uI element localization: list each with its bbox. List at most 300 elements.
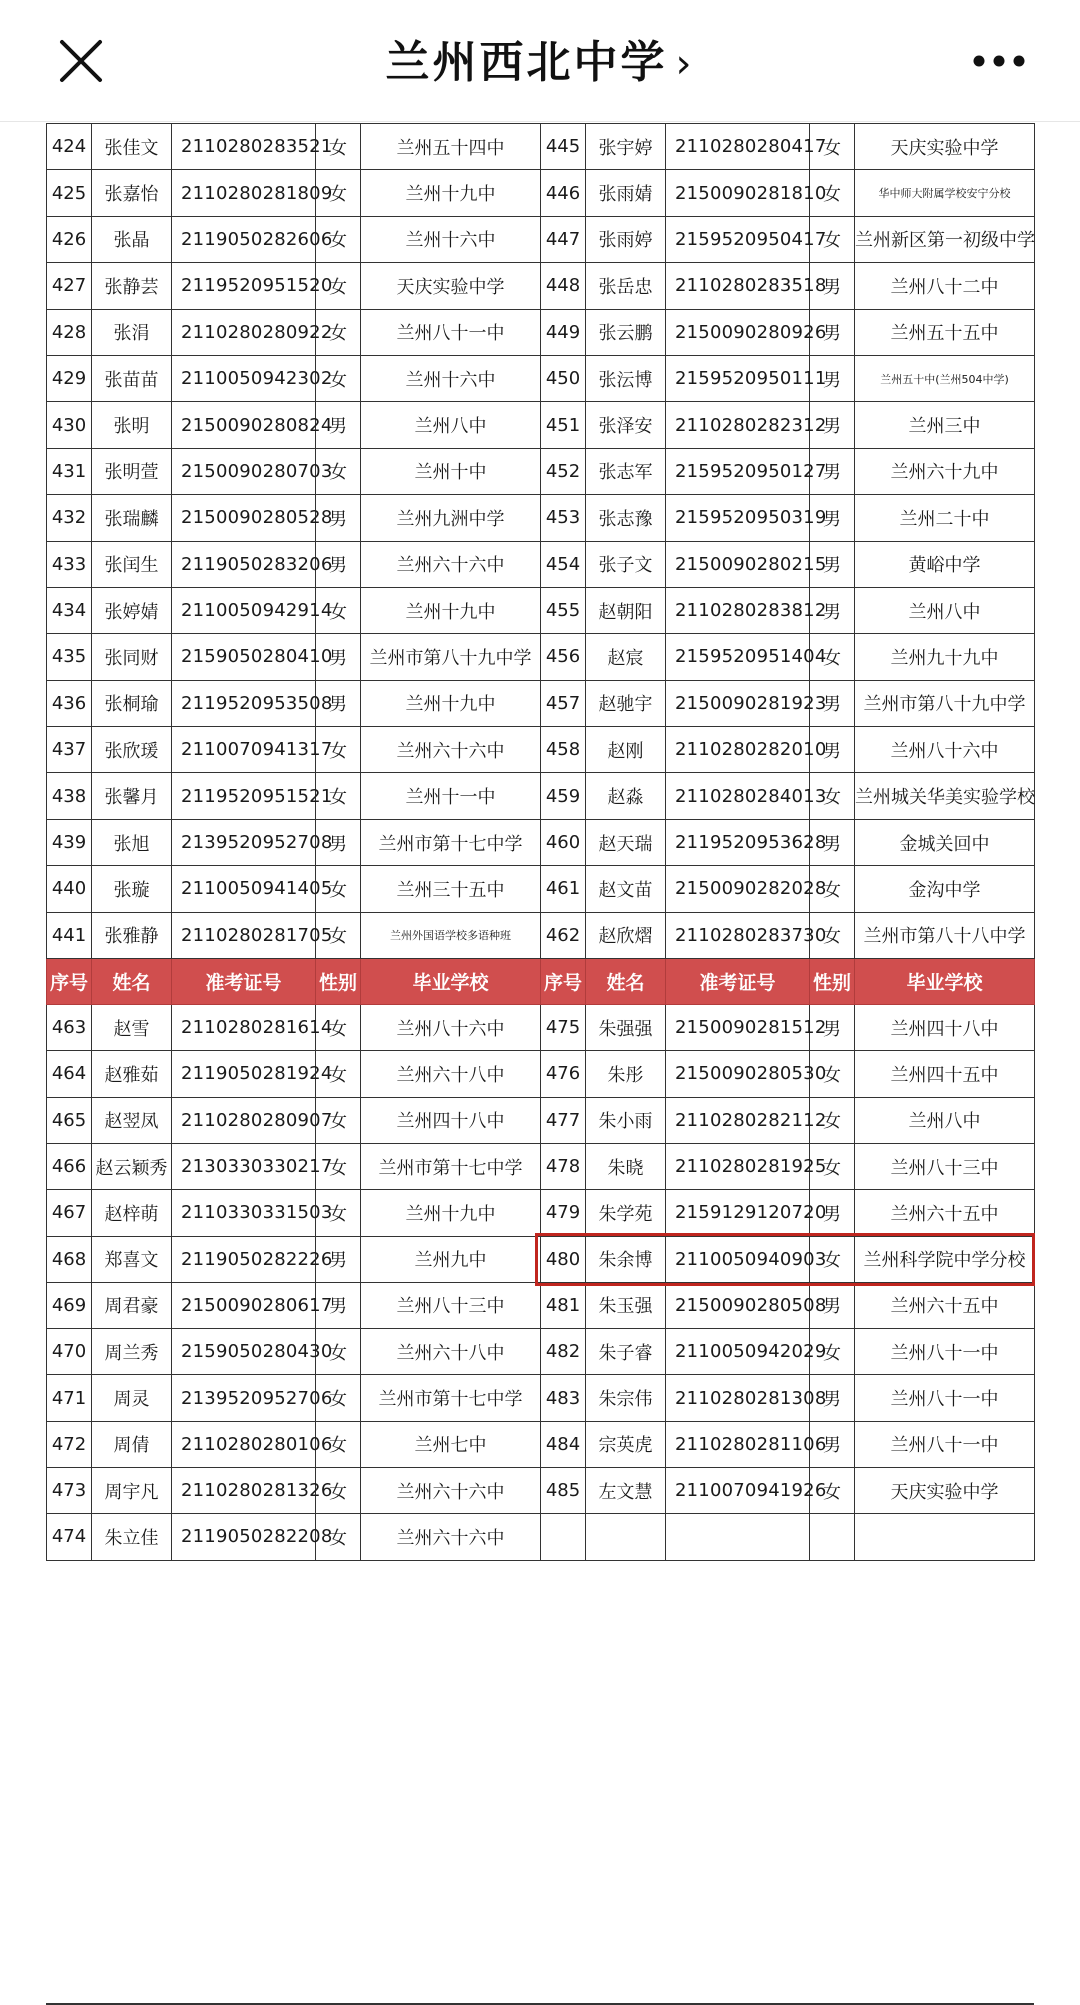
cell-school: 兰州九洲中学 [361, 495, 541, 541]
cell-exam-id: 2119050282208 [172, 1514, 316, 1560]
cell-exam-id: 2150090280617 [172, 1282, 316, 1328]
cell-gender: 男 [810, 727, 855, 773]
cell-school: 金城关回中 [855, 819, 1035, 865]
cell-name: 朱立佳 [92, 1514, 172, 1560]
cell-seq: 452 [541, 448, 586, 494]
cell-name: 赵欣熠 [586, 912, 666, 958]
cell-school: 兰州十九中 [361, 587, 541, 633]
cell-name: 张静芸 [92, 263, 172, 309]
cell-school: 兰州十中 [361, 448, 541, 494]
cell-gender: 女 [316, 587, 361, 633]
cell-exam-id: 2110280281326 [172, 1468, 316, 1514]
table-row [47, 634, 1035, 680]
cell-exam-id: 2119050282606 [172, 216, 316, 262]
cell-exam-id: 2130330330217 [172, 1143, 316, 1189]
cell-name: 张泽安 [586, 402, 666, 448]
table-row [47, 1236, 1035, 1282]
cell-school: 兰州八十二中 [855, 263, 1035, 309]
cell-school: 金沟中学 [855, 866, 1035, 912]
cell-gender: 女 [810, 1236, 855, 1282]
cell-exam-id: 2150090281923 [666, 680, 810, 726]
cell-exam-id: 2110050942914 [172, 587, 316, 633]
table-row [47, 1468, 1035, 1514]
cell-exam-id: 2119520953508 [172, 680, 316, 726]
cell-seq: 445 [541, 124, 586, 170]
column-header: 序号 [541, 959, 586, 1005]
column-header: 准考证号 [172, 959, 316, 1005]
cell-school: 兰州四十八中 [855, 1005, 1035, 1051]
cell-exam-id: 2150090280215 [666, 541, 810, 587]
cell-name: 张明 [92, 402, 172, 448]
cell-name: 张岳忠 [586, 263, 666, 309]
cell-exam-id: 2110070941926 [666, 1468, 810, 1514]
cell-gender: 女 [810, 216, 855, 262]
cell-seq: 466 [47, 1143, 92, 1189]
cell-name: 朱彤 [586, 1051, 666, 1097]
cell-school: 兰州六十九中 [855, 448, 1035, 494]
cell-exam-id: 2159050280430 [172, 1329, 316, 1375]
cell-school: 兰州八十六中 [361, 1005, 541, 1051]
cell-seq: 484 [541, 1421, 586, 1467]
cell-name: 张涓 [92, 309, 172, 355]
cell-exam-id: 2110050942302 [172, 355, 316, 401]
column-header: 序号 [47, 959, 92, 1005]
cell-school: 兰州四十五中 [855, 1051, 1035, 1097]
cell-name: 张宇婷 [586, 124, 666, 170]
cell-school: 兰州新区第一初级中学 [855, 216, 1035, 262]
cell-name: 周灵 [92, 1375, 172, 1421]
cell-exam-id: 2110280280922 [172, 309, 316, 355]
cell-school: 兰州八十一中 [855, 1421, 1035, 1467]
cell-name: 张同财 [92, 634, 172, 680]
cell-seq: 453 [541, 495, 586, 541]
cell-exam-id: 2139520952706 [172, 1375, 316, 1421]
cell-school: 兰州六十八中 [361, 1329, 541, 1375]
cell-seq: 436 [47, 680, 92, 726]
cell-exam-id: 2110280281614 [172, 1005, 316, 1051]
cell-name: 赵雅茹 [92, 1051, 172, 1097]
cell-seq: 433 [47, 541, 92, 587]
cell-seq: 451 [541, 402, 586, 448]
table-row [47, 680, 1035, 726]
cell-seq: 457 [541, 680, 586, 726]
cell-gender: 女 [316, 216, 361, 262]
cell-exam-id: 2159520950127 [666, 448, 810, 494]
cell-gender: 男 [810, 309, 855, 355]
cell-name: 张欣瑗 [92, 727, 172, 773]
cell-gender: 男 [810, 263, 855, 309]
cell-name: 赵文苗 [586, 866, 666, 912]
cell-seq: 474 [47, 1514, 92, 1560]
table-row [47, 587, 1035, 633]
cell-seq: 476 [541, 1051, 586, 1097]
cell-name: 张闰生 [92, 541, 172, 587]
cell-seq: 449 [541, 309, 586, 355]
cell-name: 赵雪 [92, 1005, 172, 1051]
cell-school: 兰州十六中 [361, 355, 541, 401]
cell-name: 张馨月 [92, 773, 172, 819]
cell-school: 天庆实验中学 [361, 263, 541, 309]
cell-gender: 女 [810, 1143, 855, 1189]
cell-exam-id: 2159520950319 [666, 495, 810, 541]
column-header: 姓名 [586, 959, 666, 1005]
cell-gender: 男 [810, 1282, 855, 1328]
cell-school: 兰州八中 [855, 587, 1035, 633]
cell-seq: 471 [47, 1375, 92, 1421]
cell-school: 兰州城关华美实验学校 [855, 773, 1035, 819]
cell-name: 左文慧 [586, 1468, 666, 1514]
cell-school: 兰州八十一中 [855, 1329, 1035, 1375]
cell-exam-id: 2110280282312 [666, 402, 810, 448]
cell-gender: 男 [810, 680, 855, 726]
cell-seq: 467 [47, 1190, 92, 1236]
cell-gender: 女 [316, 1375, 361, 1421]
cell-gender: 男 [810, 1190, 855, 1236]
cell-school: 兰州市第八十八中学 [855, 912, 1035, 958]
table-row [47, 216, 1035, 262]
cell-exam-id: 2110070941317 [172, 727, 316, 773]
cell-name: 张雅静 [92, 912, 172, 958]
cell-school: 华中师大附属学校安宁分校 [855, 170, 1035, 216]
cell-exam-id: 2110280282010 [666, 727, 810, 773]
cell-gender: 男 [316, 819, 361, 865]
cell-school: 兰州市第八十九中学 [855, 680, 1035, 726]
column-header: 毕业学校 [855, 959, 1035, 1005]
cell-name: 张瑞麟 [92, 495, 172, 541]
cell-seq: 435 [47, 634, 92, 680]
cell-gender: 男 [316, 541, 361, 587]
cell-exam-id [666, 1514, 810, 1560]
cell-exam-id: 2150090280824 [172, 402, 316, 448]
cell-exam-id: 2110280283518 [666, 263, 810, 309]
column-header: 姓名 [92, 959, 172, 1005]
table-row [47, 1329, 1035, 1375]
cell-school: 兰州五十四中 [361, 124, 541, 170]
cell-name: 朱强强 [586, 1005, 666, 1051]
cell-school: 兰州九中 [361, 1236, 541, 1282]
column-header: 毕业学校 [361, 959, 541, 1005]
cell-gender: 女 [316, 1051, 361, 1097]
cell-seq: 473 [47, 1468, 92, 1514]
cell-gender: 女 [810, 1051, 855, 1097]
cell-seq: 470 [47, 1329, 92, 1375]
cell-gender: 女 [316, 1468, 361, 1514]
cell-exam-id: 2110280283812 [666, 587, 810, 633]
more-horizontal-icon[interactable] [972, 54, 1026, 68]
cell-name: 朱子睿 [586, 1329, 666, 1375]
chevron-right-icon: › [675, 41, 695, 87]
table-row [47, 1514, 1035, 1560]
cell-school: 兰州八中 [855, 1097, 1035, 1143]
cell-gender: 女 [810, 866, 855, 912]
cell-gender: 女 [810, 1329, 855, 1375]
table-row [47, 1190, 1035, 1236]
table-row [47, 866, 1035, 912]
cell-exam-id: 2110280280106 [172, 1421, 316, 1467]
cell-seq: 441 [47, 912, 92, 958]
cell-gender: 男 [316, 402, 361, 448]
cell-school: 兰州十一中 [361, 773, 541, 819]
cell-gender: 女 [316, 912, 361, 958]
cell-gender: 女 [316, 124, 361, 170]
cell-seq: 459 [541, 773, 586, 819]
cell-gender: 女 [810, 170, 855, 216]
cell-gender: 女 [316, 263, 361, 309]
cell-name: 张旭 [92, 819, 172, 865]
cell-school: 天庆实验中学 [855, 1468, 1035, 1514]
cell-seq: 424 [47, 124, 92, 170]
cell-name: 朱小雨 [586, 1097, 666, 1143]
cell-seq: 462 [541, 912, 586, 958]
cell-seq: 440 [47, 866, 92, 912]
cell-name: 张婷婧 [92, 587, 172, 633]
cell-exam-id: 2150090280530 [666, 1051, 810, 1097]
cell-exam-id: 2110280281925 [666, 1143, 810, 1189]
column-header: 准考证号 [666, 959, 810, 1005]
cell-gender: 女 [316, 1005, 361, 1051]
cell-school: 兰州三十五中 [361, 866, 541, 912]
cell-seq: 468 [47, 1236, 92, 1282]
cell-exam-id: 2159520951404 [666, 634, 810, 680]
cell-school: 兰州六十五中 [855, 1190, 1035, 1236]
cell-name: 赵朝阳 [586, 587, 666, 633]
cell-exam-id: 2159129120720 [666, 1190, 810, 1236]
table-row [47, 773, 1035, 819]
cell-school: 兰州六十八中 [361, 1051, 541, 1097]
cell-seq: 439 [47, 819, 92, 865]
cell-seq: 485 [541, 1468, 586, 1514]
cell-gender: 女 [810, 634, 855, 680]
table-row [47, 402, 1035, 448]
cell-exam-id: 2150090280528 [172, 495, 316, 541]
cell-seq: 454 [541, 541, 586, 587]
cell-seq: 469 [47, 1282, 92, 1328]
cell-seq: 482 [541, 1329, 586, 1375]
cell-gender: 女 [316, 448, 361, 494]
table-row [47, 1375, 1035, 1421]
cell-gender: 男 [810, 448, 855, 494]
cell-exam-id: 2110280283521 [172, 124, 316, 170]
cell-school: 兰州六十五中 [855, 1282, 1035, 1328]
cell-seq: 461 [541, 866, 586, 912]
cell-gender: 男 [810, 819, 855, 865]
cell-school: 天庆实验中学 [855, 124, 1035, 170]
cell-seq: 465 [47, 1097, 92, 1143]
cell-seq: 434 [47, 587, 92, 633]
cell-seq: 448 [541, 263, 586, 309]
cell-exam-id: 2110280280417 [666, 124, 810, 170]
cell-name: 张云鹏 [586, 309, 666, 355]
cell-seq: 477 [541, 1097, 586, 1143]
cell-seq: 426 [47, 216, 92, 262]
cell-gender: 男 [810, 587, 855, 633]
cell-exam-id: 2150090281512 [666, 1005, 810, 1051]
cell-seq: 475 [541, 1005, 586, 1051]
cell-name: 张嘉怡 [92, 170, 172, 216]
cell-gender: 女 [810, 1097, 855, 1143]
cell-name: 张明萱 [92, 448, 172, 494]
cell-seq: 446 [541, 170, 586, 216]
cell-gender: 男 [316, 1236, 361, 1282]
cell-name: 朱学苑 [586, 1190, 666, 1236]
table-row [47, 355, 1035, 401]
cell-exam-id: 2119050282226 [172, 1236, 316, 1282]
cell-name: 宗英虎 [586, 1421, 666, 1467]
cell-gender: 女 [316, 1421, 361, 1467]
cell-school: 兰州市第十七中学 [361, 819, 541, 865]
cell-exam-id: 2119050283206 [172, 541, 316, 587]
cell-seq: 437 [47, 727, 92, 773]
cell-school: 兰州十九中 [361, 1190, 541, 1236]
cell-exam-id: 2159520950111 [666, 355, 810, 401]
cell-gender: 男 [810, 541, 855, 587]
cell-exam-id: 2110050942029 [666, 1329, 810, 1375]
cell-exam-id: 2110280283730 [666, 912, 810, 958]
table-row [47, 1421, 1035, 1467]
table-row [47, 1097, 1035, 1143]
cell-school: 黄峪中学 [855, 541, 1035, 587]
cell-school: 兰州科学院中学分校 [855, 1236, 1035, 1282]
cell-name: 郑喜文 [92, 1236, 172, 1282]
table-row [47, 1282, 1035, 1328]
cell-name: 张晶 [92, 216, 172, 262]
cell-seq: 483 [541, 1375, 586, 1421]
cell-seq: 458 [541, 727, 586, 773]
cell-exam-id: 2159520950417 [666, 216, 810, 262]
table-row [47, 124, 1035, 170]
table-row [47, 541, 1035, 587]
cell-name: 赵驰宇 [586, 680, 666, 726]
cell-name: 赵刚 [586, 727, 666, 773]
cell-gender: 女 [316, 1514, 361, 1560]
cell-exam-id: 2150090280926 [666, 309, 810, 355]
cell-exam-id: 2139520952708 [172, 819, 316, 865]
cell-name: 张雨婷 [586, 216, 666, 262]
account-title: 兰州西北中学 [385, 37, 668, 88]
cell-seq: 432 [47, 495, 92, 541]
cell-gender: 男 [316, 1282, 361, 1328]
account-title-link[interactable] [0, 26, 1080, 90]
cell-name: 张苗苗 [92, 355, 172, 401]
cell-school: 兰州八中 [361, 402, 541, 448]
cell-seq: 430 [47, 402, 92, 448]
cell-name: 朱玉强 [586, 1282, 666, 1328]
cell-name: 赵淼 [586, 773, 666, 819]
cell-gender: 女 [810, 912, 855, 958]
table-row [47, 819, 1035, 865]
table-row [47, 727, 1035, 773]
cell-gender: 女 [316, 1190, 361, 1236]
cell-name: 张佳文 [92, 124, 172, 170]
cell-seq: 479 [541, 1190, 586, 1236]
cell-exam-id: 2159050280410 [172, 634, 316, 680]
cell-seq: 464 [47, 1051, 92, 1097]
cell-school: 兰州市第十七中学 [361, 1143, 541, 1189]
table-row [47, 1051, 1035, 1097]
cell-school: 兰州八十一中 [361, 309, 541, 355]
cell-name: 朱晓 [586, 1143, 666, 1189]
cell-school: 兰州八十一中 [855, 1375, 1035, 1421]
cell-school: 兰州三中 [855, 402, 1035, 448]
cell-name: 张子文 [586, 541, 666, 587]
cell-name: 周宇凡 [92, 1468, 172, 1514]
cell-gender: 男 [810, 1375, 855, 1421]
cell-name: 周君豪 [92, 1282, 172, 1328]
cell-seq: 480 [541, 1236, 586, 1282]
cell-seq: 427 [47, 263, 92, 309]
cell-name: 张桐瑜 [92, 680, 172, 726]
cell-gender: 女 [316, 170, 361, 216]
cell-seq [541, 1514, 586, 1560]
cell-exam-id: 2119520951521 [172, 773, 316, 819]
cell-name: 张志豫 [586, 495, 666, 541]
cell-exam-id: 2150090281810 [666, 170, 810, 216]
cell-school: 兰州八十三中 [855, 1143, 1035, 1189]
table-row [47, 1143, 1035, 1189]
cell-exam-id: 2150090280508 [666, 1282, 810, 1328]
cell-gender: 男 [316, 680, 361, 726]
cell-school: 兰州十九中 [361, 680, 541, 726]
cell-name: 赵宸 [586, 634, 666, 680]
cell-gender: 男 [316, 495, 361, 541]
cell-name: 张璇 [92, 866, 172, 912]
cell-school: 兰州八十三中 [361, 1282, 541, 1328]
cell-gender: 女 [316, 866, 361, 912]
cell-seq: 450 [541, 355, 586, 401]
cell-school: 兰州市第十七中学 [361, 1375, 541, 1421]
cell-seq: 481 [541, 1282, 586, 1328]
cell-gender: 女 [810, 773, 855, 819]
cell-school: 兰州市第八十九中学 [361, 634, 541, 680]
cell-seq: 428 [47, 309, 92, 355]
cell-exam-id: 2110280281106 [666, 1421, 810, 1467]
table-row [47, 309, 1035, 355]
cell-school: 兰州六十六中 [361, 727, 541, 773]
cell-exam-id: 2110330331503 [172, 1190, 316, 1236]
cell-gender [810, 1514, 855, 1560]
cell-school: 兰州九十九中 [855, 634, 1035, 680]
cell-name: 赵天瑞 [586, 819, 666, 865]
cell-exam-id: 2110280281308 [666, 1375, 810, 1421]
cell-name: 张雨婧 [586, 170, 666, 216]
cell-school: 兰州四十八中 [361, 1097, 541, 1143]
table-row [47, 263, 1035, 309]
cell-gender: 女 [316, 1097, 361, 1143]
cell-name: 周兰秀 [92, 1329, 172, 1375]
cell-exam-id: 2110050940903 [666, 1236, 810, 1282]
cell-exam-id: 2150090282028 [666, 866, 810, 912]
cell-gender: 男 [810, 402, 855, 448]
cell-gender: 男 [810, 1421, 855, 1467]
cell-name [586, 1514, 666, 1560]
cell-name: 赵梓萌 [92, 1190, 172, 1236]
cell-seq: 431 [47, 448, 92, 494]
cell-exam-id: 2110280284013 [666, 773, 810, 819]
table-row [47, 1005, 1035, 1051]
cell-gender: 女 [316, 727, 361, 773]
cell-exam-id: 2150090280703 [172, 448, 316, 494]
cell-gender: 女 [316, 1143, 361, 1189]
cell-seq: 460 [541, 819, 586, 865]
cell-exam-id: 2110050941405 [172, 866, 316, 912]
cell-name: 张沄博 [586, 355, 666, 401]
cell-exam-id: 2110280280907 [172, 1097, 316, 1143]
cell-gender: 男 [810, 495, 855, 541]
cell-gender: 女 [316, 309, 361, 355]
cell-gender: 女 [810, 124, 855, 170]
cell-seq: 438 [47, 773, 92, 819]
cell-school: 兰州二十中 [855, 495, 1035, 541]
